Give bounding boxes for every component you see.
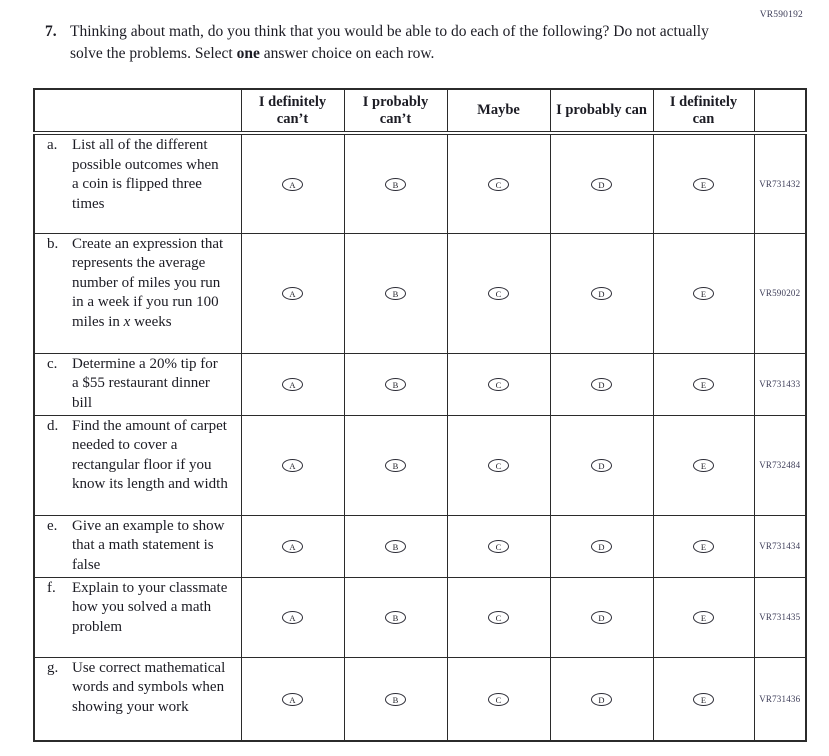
header-maybe: Maybe bbox=[447, 89, 550, 133]
table-row-b bbox=[34, 233, 806, 353]
table-row-d bbox=[34, 415, 806, 515]
row-text: Find the amount of carpet needed to cover a rectangular floor if you know its length and width bbox=[72, 417, 228, 492]
option-cell bbox=[447, 353, 550, 415]
row-letter: e. bbox=[47, 517, 58, 534]
row-code: VR590202 bbox=[754, 233, 806, 353]
question-text-post: answer choice on each row. bbox=[259, 45, 435, 62]
table-row-g bbox=[34, 657, 806, 741]
option-cell bbox=[653, 415, 754, 515]
row-letter: f. bbox=[47, 579, 56, 596]
answer-bubble-b[interactable]: B bbox=[385, 540, 406, 553]
answer-bubble-d[interactable]: D bbox=[591, 540, 612, 553]
option-cell bbox=[550, 657, 653, 741]
answer-bubble-e[interactable]: E bbox=[693, 611, 714, 624]
row-code: VR731432 bbox=[754, 133, 806, 233]
option-cell bbox=[241, 515, 344, 577]
option-cell bbox=[344, 233, 447, 353]
header-definitely-can: I definitely can bbox=[653, 89, 754, 133]
row-text: Explain to your classmate how you solved a math problem bbox=[72, 579, 228, 635]
table-header-row bbox=[34, 89, 806, 133]
answer-bubble-d[interactable]: D bbox=[591, 693, 612, 706]
answer-bubble-e[interactable]: E bbox=[693, 693, 714, 706]
answer-bubble-a[interactable]: A bbox=[282, 459, 303, 472]
option-cell bbox=[550, 415, 653, 515]
row-stem bbox=[34, 133, 241, 233]
option-cell bbox=[447, 577, 550, 657]
answer-bubble-a[interactable]: A bbox=[282, 178, 303, 191]
option-cell bbox=[550, 577, 653, 657]
answer-bubble-b[interactable]: B bbox=[385, 459, 406, 472]
row-letter: c. bbox=[47, 355, 58, 372]
answer-bubble-d[interactable]: D bbox=[591, 611, 612, 624]
option-cell bbox=[653, 353, 754, 415]
header-probably-cant: I probably can’t bbox=[344, 89, 447, 133]
option-cell bbox=[344, 353, 447, 415]
option-cell bbox=[550, 133, 653, 233]
answer-bubble-c[interactable]: C bbox=[488, 378, 509, 391]
answer-bubble-e[interactable]: E bbox=[693, 378, 714, 391]
survey-table bbox=[33, 88, 807, 742]
option-cell bbox=[447, 133, 550, 233]
answer-bubble-d[interactable]: D bbox=[591, 378, 612, 391]
answer-bubble-d[interactable]: D bbox=[591, 459, 612, 472]
option-cell bbox=[653, 233, 754, 353]
answer-bubble-c[interactable]: C bbox=[488, 540, 509, 553]
answer-bubble-b[interactable]: B bbox=[385, 178, 406, 191]
answer-bubble-c[interactable]: C bbox=[488, 287, 509, 300]
answer-bubble-a[interactable]: A bbox=[282, 540, 303, 553]
row-letter: a. bbox=[47, 137, 58, 153]
page-code: VR590192 bbox=[759, 10, 803, 20]
answer-bubble-c[interactable]: C bbox=[488, 178, 509, 191]
answer-bubble-b[interactable]: B bbox=[385, 287, 406, 300]
option-cell bbox=[344, 515, 447, 577]
row-stem bbox=[34, 415, 241, 515]
option-cell bbox=[241, 133, 344, 233]
option-cell bbox=[447, 415, 550, 515]
row-stem bbox=[34, 577, 241, 657]
answer-bubble-a[interactable]: A bbox=[282, 611, 303, 624]
question-text-bold: one bbox=[236, 45, 260, 62]
answer-bubble-c[interactable]: C bbox=[488, 459, 509, 472]
row-code: VR731434 bbox=[754, 515, 806, 577]
table-row-e bbox=[34, 515, 806, 577]
answer-bubble-a[interactable]: A bbox=[282, 378, 303, 391]
header-definitely-cant: I definitely can’t bbox=[241, 89, 344, 133]
option-cell bbox=[344, 133, 447, 233]
option-cell bbox=[550, 233, 653, 353]
option-cell bbox=[653, 577, 754, 657]
header-blank-stem bbox=[34, 89, 241, 133]
option-cell bbox=[447, 233, 550, 353]
row-code: VR731436 bbox=[754, 657, 806, 741]
row-text: Determine a 20% tip for a $55 restaurant dinner bill bbox=[72, 355, 218, 411]
answer-bubble-b[interactable]: B bbox=[385, 378, 406, 391]
option-cell bbox=[241, 415, 344, 515]
row-letter: d. bbox=[47, 417, 59, 434]
option-cell bbox=[653, 657, 754, 741]
option-cell bbox=[653, 133, 754, 233]
table-row-a bbox=[34, 133, 806, 233]
answer-bubble-a[interactable]: A bbox=[282, 693, 303, 706]
row-text: Give an example to show that a math statement is false bbox=[72, 517, 225, 573]
row-stem bbox=[34, 515, 241, 577]
option-cell bbox=[344, 577, 447, 657]
table-row-c bbox=[34, 353, 806, 415]
row-code: VR731435 bbox=[754, 577, 806, 657]
row-stem bbox=[34, 657, 241, 741]
header-probably-can: I probably can bbox=[550, 89, 653, 133]
row-letter: g. bbox=[47, 659, 59, 676]
answer-bubble-e[interactable]: E bbox=[693, 459, 714, 472]
answer-bubble-e[interactable]: E bbox=[693, 178, 714, 191]
answer-bubble-d[interactable]: D bbox=[591, 287, 612, 300]
answer-bubble-c[interactable]: C bbox=[488, 611, 509, 624]
option-cell bbox=[344, 415, 447, 515]
row-stem bbox=[34, 353, 241, 415]
answer-bubble-b[interactable]: B bbox=[385, 611, 406, 624]
row-text: Create an expression that represents the average number of miles you run in a week if you run 100 miles in x weeks bbox=[72, 235, 224, 330]
answer-bubble-b[interactable]: B bbox=[385, 693, 406, 706]
option-cell bbox=[344, 657, 447, 741]
answer-bubble-a[interactable]: A bbox=[282, 287, 303, 300]
row-letter: b. bbox=[47, 235, 59, 252]
table-row-f bbox=[34, 577, 806, 657]
answer-bubble-e[interactable]: E bbox=[693, 287, 714, 300]
answer-bubble-d[interactable]: D bbox=[591, 178, 612, 191]
row-code: VR731433 bbox=[754, 353, 806, 415]
option-cell bbox=[550, 515, 653, 577]
row-text: Use correct mathematical words and symbols when showing your work bbox=[72, 659, 226, 715]
option-cell bbox=[241, 233, 344, 353]
option-cell bbox=[241, 577, 344, 657]
option-cell bbox=[550, 353, 653, 415]
header-blank-code bbox=[754, 89, 806, 133]
option-cell bbox=[241, 657, 344, 741]
answer-bubble-e[interactable]: E bbox=[693, 540, 714, 553]
question-text bbox=[70, 21, 718, 65]
option-cell bbox=[653, 515, 754, 577]
row-code: VR732484 bbox=[754, 415, 806, 515]
option-cell bbox=[447, 515, 550, 577]
question-block bbox=[45, 21, 718, 65]
row-text: List all of the different possible outcomes when a coin is flipped three times bbox=[72, 137, 219, 212]
option-cell bbox=[241, 353, 344, 415]
question-number: 7. bbox=[45, 23, 57, 40]
question-text-pre: Thinking about math, do you think that you would be able to do each of the following? Do not actually solve the problems. Select bbox=[70, 23, 709, 62]
row-stem bbox=[34, 233, 241, 353]
option-cell bbox=[447, 657, 550, 741]
answer-bubble-c[interactable]: C bbox=[488, 693, 509, 706]
